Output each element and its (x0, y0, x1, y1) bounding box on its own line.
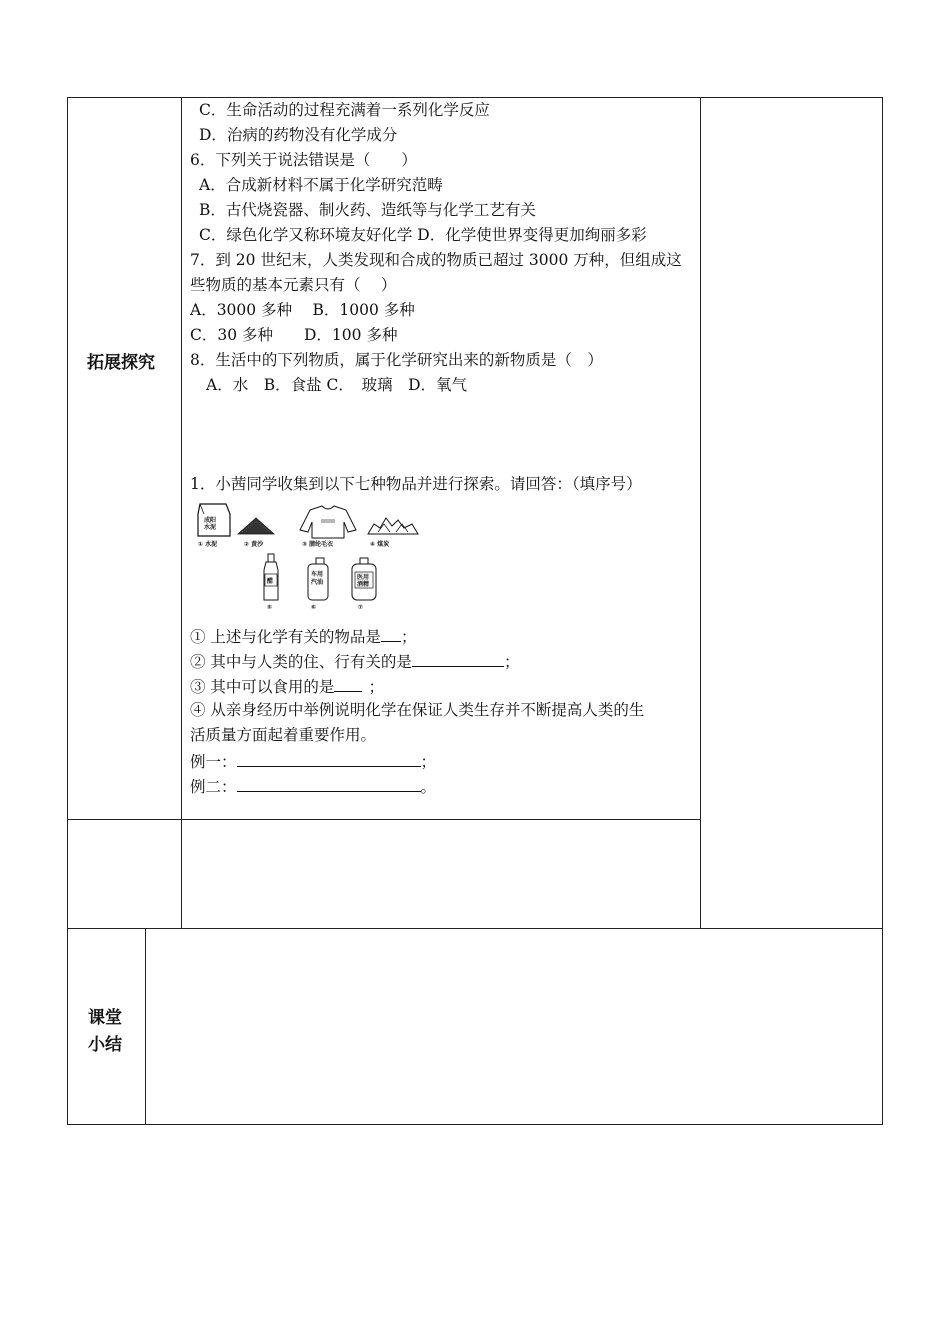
alcohol-bottle-icon (352, 558, 376, 600)
q7-stem-line1: 7．到 20 世纪末，人类发现和合成的物质已超过 3000 万种，但组成这 (190, 251, 682, 269)
example-2-label: 例二： (190, 778, 237, 796)
q6-option-cd: C．绿色化学又称环境友好化学 D．化学使世界变得更加绚丽多彩 (199, 226, 647, 244)
caption-7: ⑦ (358, 604, 364, 611)
example-2-end: 。 (420, 778, 437, 796)
sub-question-1 (190, 625, 416, 647)
example-2-blank[interactable] (237, 775, 421, 792)
bottle6-text-1: 车用 (311, 571, 324, 578)
bottle7-text-2: 酒精 (357, 581, 370, 588)
example-1-end: ； (420, 753, 437, 771)
q5-option-c: C．生命活动的过程充满着一系列化学反应 (199, 101, 490, 119)
extension-label: 拓展探究 (87, 353, 155, 373)
table-right-border (882, 97, 883, 1125)
q7-options-cd: C．30 多种 D．100 多种 (190, 326, 398, 344)
q5-option-d: D．治病的药物没有化学成分 (199, 126, 398, 144)
caption-3: ③ 腈纶毛衣 (302, 541, 334, 548)
q6-option-a: A．合成新材料不属于化学研究范畴 (199, 176, 443, 194)
example-1-label: 例一： (190, 753, 237, 771)
coal-icon (368, 518, 418, 534)
inner-row-divider (67, 819, 701, 820)
bottle5-text: 醋 (267, 578, 274, 585)
bag-text-1: 成阳 (204, 517, 217, 524)
sub3-text: ③ 其中可以食用的是 (190, 678, 335, 696)
caption-6: ⑥ (311, 604, 317, 611)
items-figure (190, 500, 450, 612)
sub2-end: ； (503, 653, 520, 671)
q6-option-b: B．古代烧瓷器、制火药、造纸等与化学工艺有关 (199, 201, 536, 219)
gasoline-can-icon (308, 558, 328, 600)
sub2-text: ② 其中与人类的住、行有关的是 (190, 653, 412, 671)
sub3-answer-blank[interactable] (334, 675, 362, 692)
bottle6-text-2: 汽油 (311, 579, 324, 586)
content-column-divider (700, 97, 701, 929)
sub2-answer-blank[interactable] (412, 650, 504, 667)
sub1-answer-blank[interactable] (381, 625, 401, 642)
table-bottom-border (67, 1124, 883, 1125)
inquiry-question: 1．小茜同学收集到以下七种物品并进行探索。请回答：（填序号） (190, 475, 642, 493)
q8-stem: 8．生活中的下列物质，属于化学研究出来的新物质是（ ） (190, 351, 603, 369)
sweater-icon (300, 506, 356, 538)
q8-options: A．水 B．食盐 C． 玻璃 D．氧气 (206, 376, 468, 394)
example-2 (190, 775, 436, 797)
sub-question-2 (190, 650, 519, 672)
summary-column-divider (145, 928, 146, 1125)
bottle7-text-1: 医用 (357, 574, 370, 581)
caption-5: ⑤ (267, 604, 273, 611)
sub-question-4-line1: ④ 从亲身经历中举例说明化学在保证人类生存并不断提高人类的生 (190, 701, 645, 719)
cement-bag-icon (198, 504, 230, 536)
q7-options-ab: A．3000 多种 B．1000 多种 (190, 301, 415, 319)
summary-label-line1: 课堂 (88, 1008, 122, 1028)
example-1-blank[interactable] (237, 750, 421, 767)
caption-2: ② 黄沙 (244, 541, 264, 548)
caption-1: ① 水泥 (198, 541, 218, 548)
caption-4: ④ 煤炭 (370, 541, 390, 548)
table-middle-border (67, 928, 883, 929)
summary-label-line2: 小结 (88, 1035, 122, 1055)
example-1 (190, 750, 436, 772)
label-column-divider (181, 97, 182, 929)
sub1-text: ① 上述与化学有关的物品是 (190, 628, 381, 646)
bag-text-2: 水泥 (204, 524, 217, 531)
q6-stem: 6．下列关于说法错误是（ ） (190, 151, 417, 169)
table-top-border (67, 97, 883, 98)
q7-stem-line2: 些物质的基本元素只有（ ） (190, 276, 397, 294)
table-left-border (67, 97, 68, 1125)
sub-question-3 (190, 675, 384, 697)
sub1-end: ； (400, 628, 417, 646)
vinegar-bottle-icon (264, 554, 278, 600)
sand-pile-icon (238, 518, 274, 534)
sub-question-4-line2: 活质量方面起着重要作用。 (190, 726, 377, 744)
sub3-end: ； (368, 678, 384, 696)
